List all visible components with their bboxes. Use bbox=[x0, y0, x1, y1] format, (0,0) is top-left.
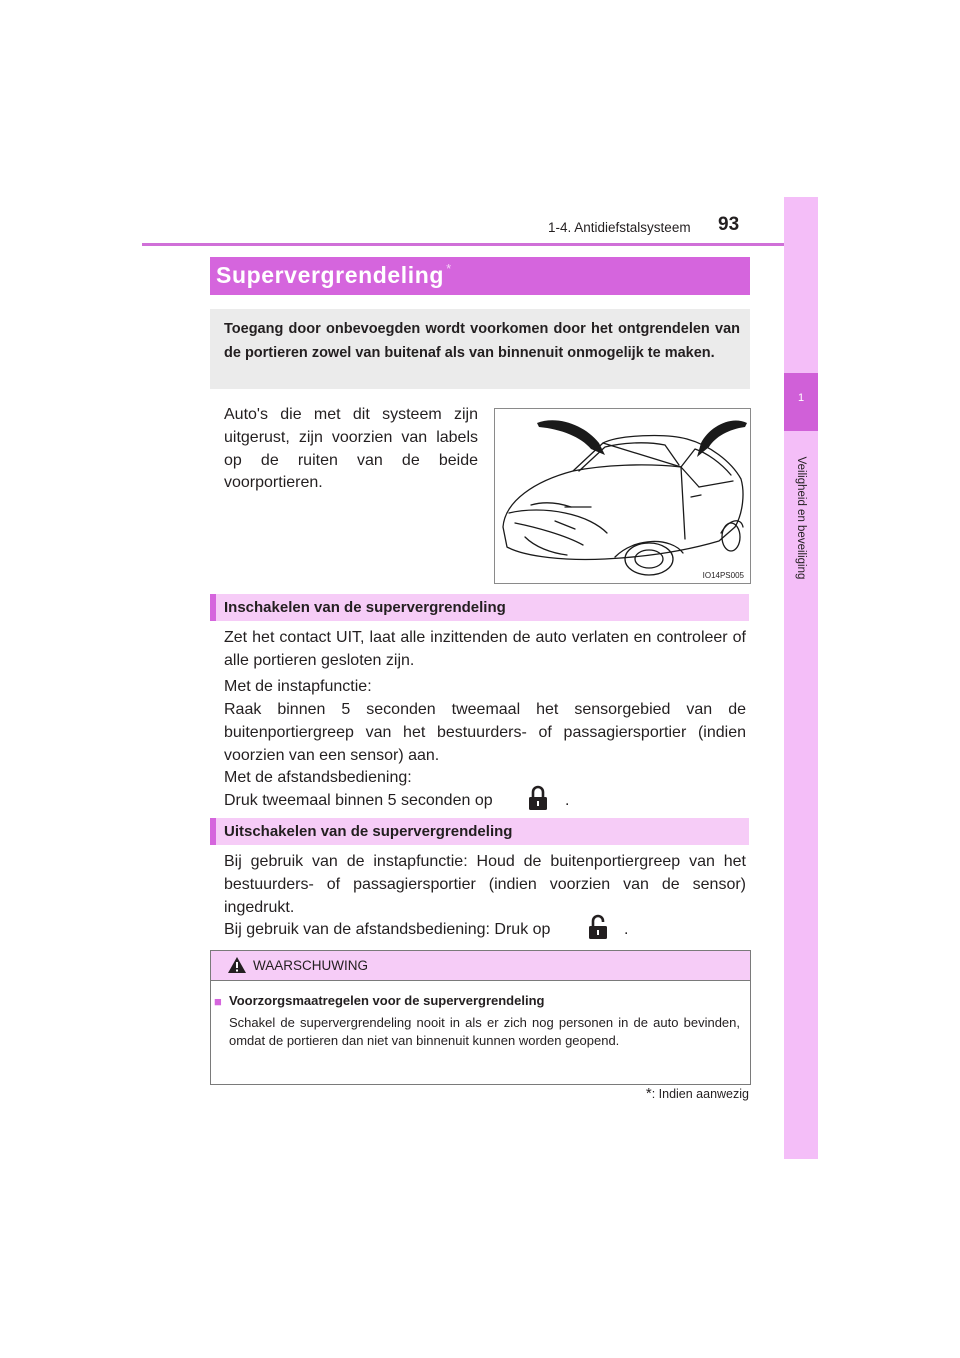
unlock-icon bbox=[588, 914, 608, 940]
label-paragraph: Auto's die met dit systeem zijn uitgerust, zijn voorzien van labels op de ruiten van de beide voorportieren. bbox=[224, 406, 478, 492]
warning-label: WAARSCHUWING bbox=[253, 958, 368, 973]
activate-line-entry: Met de instapfunctie: bbox=[224, 678, 372, 695]
asterisk-icon: * bbox=[446, 261, 452, 276]
warning-triangle-icon bbox=[227, 956, 247, 974]
page-number: 93 bbox=[718, 214, 740, 235]
subsection-heading-activate: Inschakelen van de supervergrendeling bbox=[224, 599, 506, 616]
activate-line-remote: Met de afstandsbediening: bbox=[224, 769, 412, 786]
asterisk-icon: * bbox=[645, 1085, 652, 1102]
deactivate-remote-instructions: Bij gebruik van de afstandsbediening: Druk op bbox=[224, 921, 551, 938]
chapter-side-tab bbox=[784, 197, 818, 1159]
activate-entry-instructions: Raak binnen 5 seconden tweemaal het sensorgebied van de buitenportiergreep van het bestuurders- of passagiersportier (indien voorzien van een sensor) aan. bbox=[224, 701, 746, 764]
intro-text: Toegang door onbevoegden wordt voorkomen door het ontgrendelen van de portieren zowel van buitenaf als van binnenuit onmogelijk te maken. bbox=[224, 321, 740, 361]
activate-remote-instructions: Druk tweemaal binnen 5 seconden op bbox=[224, 792, 493, 809]
deactivate-period: . bbox=[624, 921, 629, 938]
subsection-heading-deactivate: Uitschakelen van de supervergrendeling bbox=[224, 823, 513, 840]
car-drawing-icon bbox=[495, 409, 750, 583]
chapter-number: 1 bbox=[797, 392, 805, 404]
activate-paragraph: Zet het contact UIT, laat alle inzittenden de auto verlaten en controleer of alle portieren gesloten zijn. bbox=[224, 629, 746, 669]
lock-icon bbox=[528, 785, 548, 811]
warning-title: Voorzorgsmaatregelen voor de supervergrendeling bbox=[229, 993, 545, 1008]
bullet-square-icon: ■ bbox=[214, 994, 222, 1009]
chapter-title: Veiligheid en beveiliging bbox=[795, 456, 807, 580]
warning-body: Schakel de supervergrendeling nooit in als er zich nog personen in de auto bevinden, omdat de portieren dan niet van binnenuit kunnen worden geopend. bbox=[229, 1015, 740, 1048]
deactivate-paragraph: Bij gebruik van de instapfunctie: Houd de buitenportiergreep van het bestuurders- of passagiersportier (indien voorzien van de sensor) ingedrukt. bbox=[224, 853, 746, 916]
image-code: IO14PS005 bbox=[702, 571, 744, 580]
footnote: *: Indien aanwezig bbox=[645, 1085, 749, 1102]
car-illustration bbox=[494, 408, 751, 584]
activate-period: . bbox=[565, 792, 570, 809]
header-rule bbox=[142, 243, 818, 246]
section-title: Supervergrendeling * bbox=[216, 261, 452, 288]
running-header-section: 1-4. Antidiefstalsysteem bbox=[548, 220, 691, 235]
